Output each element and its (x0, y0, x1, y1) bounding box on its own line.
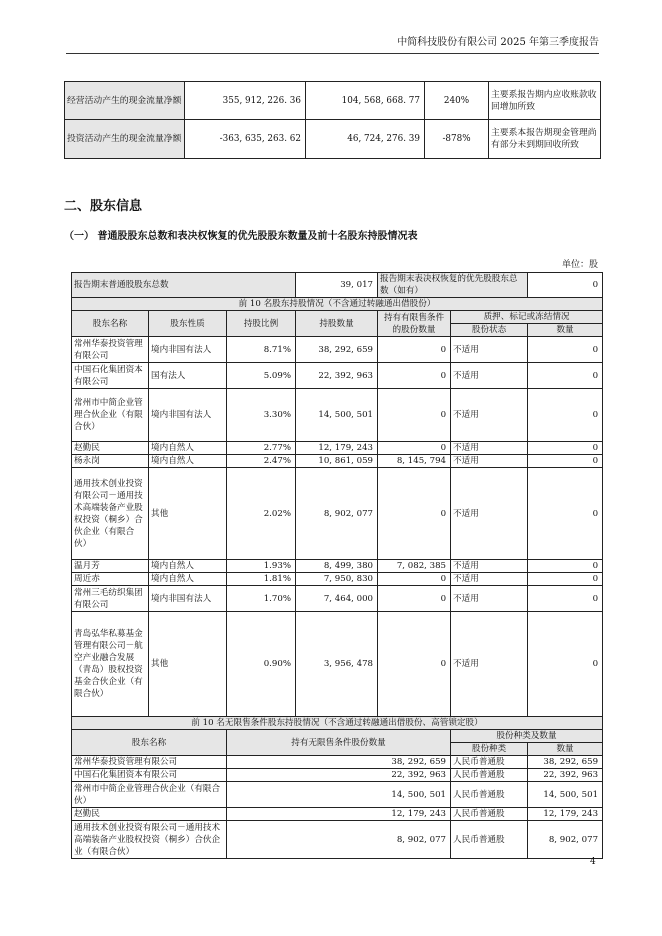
subsection-title: （一） 普通股股东总数和表决权恢复的优先股股东数量及前十名股东持股情况表 (64, 231, 418, 242)
table-row (72, 586, 603, 612)
top10-header-row (72, 311, 603, 324)
table-row (72, 782, 603, 808)
holder-restricted: 0 (378, 337, 451, 363)
table-row (65, 82, 601, 120)
holder-nature: 境内自然人 (149, 560, 227, 573)
col-header-ratio: 持股比例 (227, 311, 296, 337)
common-holders-value: 39, 017 (296, 273, 378, 298)
col-header-kind: 股份种类 (451, 743, 528, 756)
holder-nature: 境内自然人 (149, 573, 227, 586)
holder-restricted: 0 (378, 468, 451, 560)
holder-name: 周近赤 (72, 573, 149, 586)
holder-pledge-count: 0 (528, 560, 603, 573)
preferred-holders-label: 报告期末表决权恢复的优先股股东总数（如有） (378, 273, 528, 298)
holder-ratio: 3.30% (227, 389, 296, 442)
holder-ratio: 1.93% (227, 560, 296, 573)
top10-title: 前 10 名股东持股情况（不含通过转融通出借股份） (72, 298, 603, 311)
table-row (72, 756, 603, 769)
holder-pledge-count: 0 (528, 612, 603, 717)
holder-quantity: 8, 499, 380 (296, 560, 378, 573)
holder-quantity: 38, 292, 659 (296, 337, 378, 363)
unrestricted-title-row (72, 717, 603, 730)
holder-restricted: 7, 082, 385 (378, 560, 451, 573)
holder-quantity: 8, 902, 077 (296, 468, 378, 560)
holder-name: 杨永岗 (72, 455, 149, 468)
unrestricted-title: 前 10 名无限售条件股东持股情况（不含通过转融通出借股份、高管锁定股） (72, 717, 603, 730)
col-header-name: 股东名称 (72, 311, 149, 337)
holder-pledge-count: 0 (528, 468, 603, 560)
cash-prior: 46, 724, 276. 39 (306, 120, 425, 159)
holder-status: 不适用 (451, 389, 528, 442)
share-kind-count: 22, 392, 963 (528, 769, 603, 782)
holder-restricted: 0 (378, 573, 451, 586)
holder-quantity: 10, 861, 059 (296, 455, 378, 468)
holder-ratio: 1.70% (227, 586, 296, 612)
col-header-nature: 股东性质 (149, 311, 227, 337)
holder-pledge-count: 0 (528, 363, 603, 389)
holder-status: 不适用 (451, 468, 528, 560)
holder-quantity: 7, 464, 000 (296, 586, 378, 612)
holder-restricted: 8, 145, 794 (378, 455, 451, 468)
table-row (72, 612, 603, 717)
holder-nature: 境内非国有法人 (149, 389, 227, 442)
holder-nature: 境内自然人 (149, 455, 227, 468)
unrestricted-holder-name: 常州华泰投资管理有限公司 (72, 756, 227, 769)
table-row (72, 337, 603, 363)
top10-title-row (72, 298, 603, 311)
top10-rows (72, 337, 603, 717)
col-header-kind-count: 数量 (528, 743, 603, 756)
holder-pledge-count: 0 (528, 586, 603, 612)
share-kind: 人民币普通股 (451, 808, 528, 821)
unrestricted-holder-name: 中国石化集团资本有限公司 (72, 769, 227, 782)
holder-restricted: 0 (378, 586, 451, 612)
table-row (72, 821, 603, 859)
common-holders-label: 报告期末普通股股东总数 (72, 273, 296, 298)
holder-name: 青岛弘华私募基金管理有限公司－航空产业融合发展（青岛）股权投资基金合伙企业（有限合伙） (72, 612, 149, 717)
share-kind: 人民币普通股 (451, 769, 528, 782)
table-row (65, 120, 601, 159)
unit-label: 单位：股 (561, 260, 598, 270)
section-title: 二、股东信息 (64, 199, 143, 214)
holder-ratio: 2.02% (227, 468, 296, 560)
holder-restricted: 0 (378, 442, 451, 455)
table-row (72, 468, 603, 560)
holder-pledge-count: 0 (528, 389, 603, 442)
holder-nature: 其他 (149, 468, 227, 560)
table-row (72, 560, 603, 573)
holder-quantity: 3, 956, 478 (296, 612, 378, 717)
holder-nature: 境内非国有法人 (149, 586, 227, 612)
holder-name: 通用技术创业投资有限公司－通用技术高端装备产业股权投资（桐乡）合伙企业（有限合伙） (72, 468, 149, 560)
report-header: 中简科技股份有限公司 2025 年第三季度报告 (66, 36, 599, 54)
holder-quantity: 14, 500, 501 (296, 389, 378, 442)
table-row (72, 442, 603, 455)
holder-name: 常州市中简企业管理合伙企业（有限合伙） (72, 389, 149, 442)
cash-change: 240% (425, 82, 489, 120)
cash-flow-table (64, 81, 601, 159)
col-header-pledge: 质押、标记或冻结情况 (451, 311, 603, 324)
table-row (72, 389, 603, 442)
holder-nature: 境内自然人 (149, 442, 227, 455)
page-number: 4 (590, 857, 596, 867)
col-header-quantity: 持股数量 (296, 311, 378, 337)
share-kind-count: 12, 179, 243 (528, 808, 603, 821)
unrestricted-quantity: 8, 902, 077 (227, 821, 451, 859)
holder-status: 不适用 (451, 612, 528, 717)
holder-nature: 其他 (149, 612, 227, 717)
table-row (72, 808, 603, 821)
cash-reason: 主要系报告期内应收账款收回增加所致 (489, 82, 601, 120)
holder-ratio: 5.09% (227, 363, 296, 389)
holder-status: 不适用 (451, 337, 528, 363)
table-row (72, 363, 603, 389)
share-kind: 人民币普通股 (451, 821, 528, 859)
holder-pledge-count: 0 (528, 573, 603, 586)
holder-quantity: 7, 950, 830 (296, 573, 378, 586)
cash-current: -363, 635, 263. 62 (185, 120, 306, 159)
holder-name: 赵勤民 (72, 442, 149, 455)
table-row (72, 573, 603, 586)
unrestricted-holder-name: 通用技术创业投资有限公司－通用技术高端装备产业股权投资（桐乡）合伙企业（有限合伙） (72, 821, 227, 859)
holder-status: 不适用 (451, 560, 528, 573)
holder-status: 不适用 (451, 586, 528, 612)
holder-ratio: 2.47% (227, 455, 296, 468)
summary-row (72, 273, 603, 298)
share-kind: 人民币普通股 (451, 756, 528, 769)
share-kind-count: 38, 292, 659 (528, 756, 603, 769)
holder-status: 不适用 (451, 363, 528, 389)
unrestricted-quantity: 38, 292, 659 (227, 756, 451, 769)
holder-restricted: 0 (378, 363, 451, 389)
holder-name: 中国石化集团资本有限公司 (72, 363, 149, 389)
holder-status: 不适用 (451, 573, 528, 586)
share-kind: 人民币普通股 (451, 782, 528, 808)
cash-prior: 104, 568, 668. 77 (306, 82, 425, 120)
holder-ratio: 8.71% (227, 337, 296, 363)
holder-ratio: 2.77% (227, 442, 296, 455)
holder-quantity: 12, 179, 243 (296, 442, 378, 455)
preferred-holders-value: 0 (528, 273, 603, 298)
unrestricted-header-row (72, 730, 603, 743)
holder-name: 常州华泰投资管理有限公司 (72, 337, 149, 363)
holder-ratio: 1.81% (227, 573, 296, 586)
col-header-kind-group: 股份种类及数量 (451, 730, 603, 743)
unrestricted-quantity: 12, 179, 243 (227, 808, 451, 821)
shareholder-table (71, 272, 603, 859)
cash-item: 经营活动产生的现金流量净额 (65, 82, 185, 120)
table-row (72, 769, 603, 782)
col-header-status: 股份状态 (451, 324, 528, 337)
holder-pledge-count: 0 (528, 455, 603, 468)
unrestricted-holder-name: 赵勤民 (72, 808, 227, 821)
cash-reason: 主要系本报告期现金管理尚有部分未到期回收所致 (489, 120, 601, 159)
holder-pledge-count: 0 (528, 337, 603, 363)
holder-nature: 境内非国有法人 (149, 337, 227, 363)
unrestricted-holder-name: 常州市中简企业管理合伙企业（有限合伙） (72, 782, 227, 808)
share-kind-count: 14, 500, 501 (528, 782, 603, 808)
holder-restricted: 0 (378, 612, 451, 717)
holder-name: 常州三毛纺织集团有限公司 (72, 586, 149, 612)
cash-current: 355, 912, 226. 36 (185, 82, 306, 120)
holder-quantity: 22, 392, 963 (296, 363, 378, 389)
cash-change: -878% (425, 120, 489, 159)
col-header-holder: 股东名称 (72, 730, 227, 756)
col-header-count: 数量 (528, 324, 603, 337)
unrestricted-rows (72, 756, 603, 859)
unrestricted-quantity: 22, 392, 963 (227, 769, 451, 782)
holder-restricted: 0 (378, 389, 451, 442)
share-kind-count: 8, 902, 077 (528, 821, 603, 859)
col-header-unrestricted-qty: 持有无限售条件股份数量 (227, 730, 451, 756)
holder-status: 不适用 (451, 442, 528, 455)
cash-item: 投资活动产生的现金流量净额 (65, 120, 185, 159)
holder-name: 温月芳 (72, 560, 149, 573)
table-row (72, 455, 603, 468)
holder-ratio: 0.90% (227, 612, 296, 717)
holder-pledge-count: 0 (528, 442, 603, 455)
holder-status: 不适用 (451, 455, 528, 468)
col-header-restricted: 持有有限售条件的股份数量 (378, 311, 451, 337)
holder-nature: 国有法人 (149, 363, 227, 389)
unrestricted-quantity: 14, 500, 501 (227, 782, 451, 808)
